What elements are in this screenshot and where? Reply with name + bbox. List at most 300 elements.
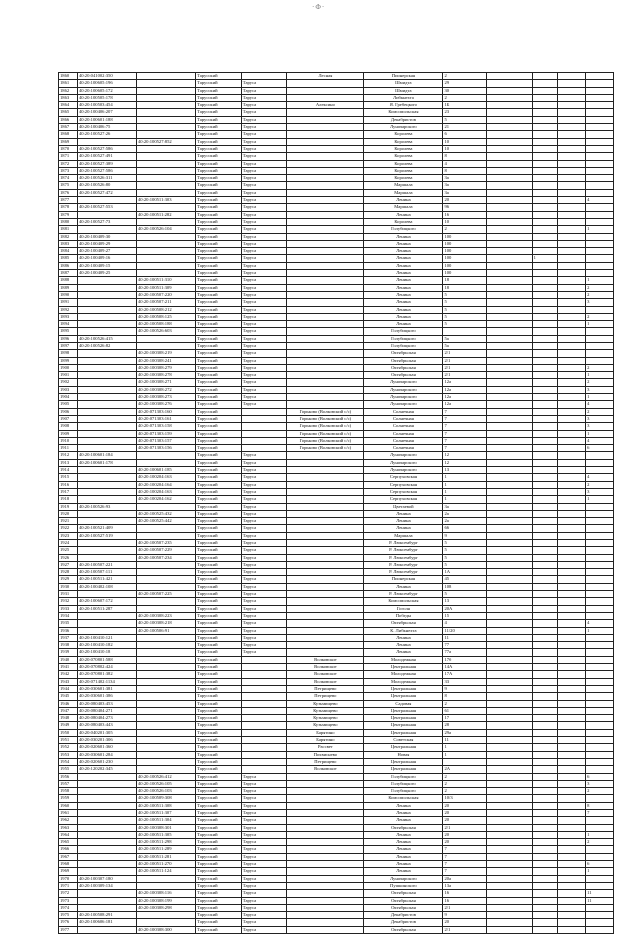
building-cell [486,605,532,612]
street-cell: Королева [364,175,443,182]
house-number-cell: 20 [443,809,486,816]
cadastral-number-cell [77,853,136,860]
row-number-cell: 1887 [59,270,78,277]
street-cell: Молодежная [364,656,443,663]
house-number-cell: 8 [443,167,486,174]
table-row [59,430,614,437]
district-cell: Тарусский [196,525,242,532]
apartment-cell [586,700,614,707]
row-number-cell: 1933 [59,605,78,612]
col-i-cell [532,437,558,444]
district-cell: Тарусский [196,109,242,116]
district-cell: Тарусский [196,649,242,656]
apartment-cell [586,94,614,101]
table-row [59,678,614,685]
table-row [59,445,614,452]
building-cell [486,518,532,525]
district-cell: Тарусский [196,780,242,787]
col-i-cell [532,737,558,744]
district-cell: Тарусский [196,131,242,138]
building-cell [486,700,532,707]
apartment-cell [586,664,614,671]
settlement-cell: Волковское [287,678,364,685]
settlement-cell [287,197,364,204]
premises-cadastral-number-cell [137,664,196,671]
row-number-cell: 1889 [59,284,78,291]
settlement-cell [287,182,364,189]
town-cell: Таруса [241,612,287,619]
settlement-cell: Горьково (Волковский с/с) [287,445,364,452]
street-cell: Октябрьская [364,926,443,933]
apartment-cell [586,846,614,853]
town-cell: Таруса [241,299,287,306]
apartment-cell [586,671,614,678]
settlement-cell: Волковское [287,671,364,678]
town-cell: Таруса [241,350,287,357]
table-row [59,554,614,561]
row-number-cell: 1928 [59,569,78,576]
apartment-cell [586,583,614,590]
table-row [59,583,614,590]
table-row [59,452,614,459]
apartment-cell [586,766,614,773]
apartment-cell: 2 [586,364,614,371]
premises-cadastral-number-cell: 40:20:100511:307 [137,809,196,816]
col-j-cell [558,591,586,598]
building-cell [486,204,532,211]
town-cell: Таруса [241,452,287,459]
district-cell: Тарусский [196,634,242,641]
col-i-cell [532,372,558,379]
district-cell: Тарусский [196,255,242,262]
premises-cadastral-number-cell [137,131,196,138]
street-cell: Ленина [364,642,443,649]
table-row [59,73,614,80]
building-cell [486,313,532,320]
col-j-cell [558,809,586,816]
cadastral-number-cell [77,612,136,619]
settlement-cell [287,868,364,875]
apartment-cell: 1 [586,496,614,503]
table-row [59,109,614,116]
town-cell: Таруса [241,109,287,116]
town-cell: Таруса [241,467,287,474]
table-row [59,518,614,525]
cadastral-number-cell [77,401,136,408]
district-cell: Тарусский [196,226,242,233]
house-number-cell: 17 [443,715,486,722]
town-cell: Таруса [241,182,287,189]
street-cell: Королева [364,218,443,225]
apartment-cell [586,328,614,335]
district-cell: Тарусский [196,240,242,247]
apartment-cell: 3 [586,299,614,306]
apartment-cell [586,795,614,802]
premises-cadastral-number-cell [137,744,196,751]
col-j-cell [558,795,586,802]
premises-cadastral-number-cell [137,707,196,714]
cadastral-number-cell: 40:20:100601:184 [77,452,136,459]
table-row [59,605,614,612]
col-j-cell [558,401,586,408]
house-number-cell: 100 [443,262,486,269]
town-cell: Таруса [241,160,287,167]
building-cell [486,547,532,554]
row-number-cell: 1918 [59,496,78,503]
apartment-cell: 3 [586,415,614,422]
col-i-cell [532,817,558,824]
row-number-cell: 1863 [59,94,78,101]
col-j-cell [558,649,586,656]
col-j-cell [558,109,586,116]
apartment-cell [586,138,614,145]
house-number-cell: 61 [443,707,486,714]
town-cell: Таруса [241,328,287,335]
street-cell: Декабристов [364,919,443,926]
premises-cadastral-number-cell [137,218,196,225]
col-i-cell [532,612,558,619]
building-cell [486,868,532,875]
district-cell: Тарусский [196,372,242,379]
town-cell [241,700,287,707]
street-cell: Ленина [364,817,443,824]
cadastral-number-cell: 40:20:070801:588 [77,656,136,663]
cadastral-number-cell: 40:20:100527:586 [77,145,136,152]
table-row [59,321,614,328]
table-row [59,525,614,532]
col-j-cell [558,452,586,459]
premises-cadastral-number-cell: 40:20:100308:276 [137,401,196,408]
house-number-cell: 7 [443,415,486,422]
settlement-cell [287,394,364,401]
col-j-cell [558,124,586,131]
row-number-cell: 1860 [59,73,78,80]
town-cell: Таруса [241,605,287,612]
col-i-cell [532,554,558,561]
col-j-cell [558,853,586,860]
cadastral-number-cell: 40:20:100307:180 [77,875,136,882]
house-number-cell: 7 [443,408,486,415]
settlement-cell [287,131,364,138]
apartment-cell [586,612,614,619]
district-cell: Тарусский [196,795,242,802]
premises-cadastral-number-cell: 40:20:100507:234 [137,554,196,561]
district-cell: Тарусский [196,882,242,889]
town-cell: Таруса [241,897,287,904]
building-cell [486,612,532,619]
col-j-cell [558,634,586,641]
street-cell: Ленина [364,868,443,875]
table-row [59,780,614,787]
col-i-cell [532,299,558,306]
town-cell: Таруса [241,882,287,889]
building-cell [486,226,532,233]
building-cell [486,861,532,868]
col-i-cell [532,401,558,408]
col-j-cell [558,335,586,342]
col-i-cell [532,80,558,87]
table-row [59,394,614,401]
apartment-cell [586,817,614,824]
row-number-cell: 1954 [59,758,78,765]
street-cell: Ленина [364,510,443,517]
settlement-cell [287,591,364,598]
premises-cadastral-number-cell: 40:20:100308:300 [137,926,196,933]
row-number-cell: 1891 [59,299,78,306]
col-i-cell [532,751,558,758]
town-cell: Таруса [241,459,287,466]
cadastral-number-cell: 40:20:100507:111 [77,569,136,576]
col-i-cell [532,802,558,809]
building-cell [486,780,532,787]
apartment-cell [586,561,614,568]
premises-cadastral-number-cell [137,766,196,773]
col-j-cell [558,547,586,554]
town-cell: Таруса [241,306,287,313]
building-cell [486,904,532,911]
cadastral-number-cell: 40:20:100601:178 [77,459,136,466]
row-number-cell: 1888 [59,277,78,284]
house-number-cell: 9 [443,532,486,539]
town-cell [241,408,287,415]
premises-cadastral-number-cell: 40:20:100526:103 [137,788,196,795]
premises-cadastral-number-cell: 40:20:071303:157 [137,437,196,444]
settlement-cell: Петрищево [287,693,364,700]
district-cell: Тарусский [196,124,242,131]
building-cell [486,116,532,123]
apartment-cell [586,240,614,247]
town-cell: Таруса [241,773,287,780]
settlement-cell [287,218,364,225]
premises-cadastral-number-cell: 40:20:100508:125 [137,313,196,320]
house-number-cell: 1 [443,496,486,503]
row-number-cell: 1951 [59,737,78,744]
cadastral-number-cell [77,313,136,320]
row-number-cell: 1892 [59,306,78,313]
col-j-cell [558,182,586,189]
premises-cadastral-number-cell: 40:20:100308:218 [137,620,196,627]
table-row [59,890,614,897]
building-cell [486,569,532,576]
col-i-cell [532,875,558,882]
apartment-cell [586,904,614,911]
town-cell: Таруса [241,919,287,926]
town-cell: Таруса [241,510,287,517]
town-cell: Таруса [241,248,287,255]
district-cell: Тарусский [196,291,242,298]
district-cell: Тарусский [196,342,242,349]
settlement-cell [287,853,364,860]
apartment-cell [586,167,614,174]
house-number-cell: 2 [443,780,486,787]
col-j-cell [558,350,586,357]
apartment-cell [586,145,614,152]
col-j-cell [558,868,586,875]
apartment-cell [586,182,614,189]
apartment-cell [586,233,614,240]
col-i-cell [532,780,558,787]
house-number-cell: 20а [443,875,486,882]
row-number-cell: 1967 [59,853,78,860]
house-number-cell: 1 [443,744,486,751]
district-cell: Тарусский [196,700,242,707]
cadastral-number-cell [77,868,136,875]
district-cell: Тарусский [196,839,242,846]
house-number-cell: 45 [443,576,486,583]
row-number-cell: 1932 [59,598,78,605]
table-row [59,153,614,160]
premises-cadastral-number-cell: 40:20:100507:225 [137,591,196,598]
apartment-cell [586,634,614,641]
district-cell: Тарусский [196,94,242,101]
cadastral-number-cell: 40:20:041002:350 [77,73,136,80]
district-cell: Тарусский [196,394,242,401]
house-number-cell: 7 [443,861,486,868]
col-i-cell [532,131,558,138]
premises-cadastral-number-cell [137,919,196,926]
cadastral-number-cell: 40:20:100406:75 [77,124,136,131]
street-cell: Ленина [364,299,443,306]
table-row [59,255,614,262]
premises-cadastral-number-cell: 40:20:100526:603 [137,328,196,335]
table-row [59,788,614,795]
col-i-cell [532,525,558,532]
building-cell [486,890,532,897]
house-number-cell: 2/1 [443,926,486,933]
street-cell: Октябрьская [364,620,443,627]
settlement-cell [287,145,364,152]
apartment-cell [586,255,614,262]
premises-cadastral-number-cell [137,737,196,744]
town-cell: Таруса [241,904,287,911]
settlement-cell: Волковское [287,664,364,671]
street-cell: Ленина [364,313,443,320]
col-i-cell [532,394,558,401]
table-row [59,751,614,758]
premises-cadastral-number-cell: 40:20:071303:160 [137,408,196,415]
street-cell: Ленина [364,211,443,218]
scan-mark: ·Ф· [312,3,326,11]
building-cell [486,437,532,444]
col-i-cell [532,846,558,853]
cadastral-number-cell: 40:20:100605:172 [77,87,136,94]
cadastral-number-cell: 40:20:080404:273 [77,715,136,722]
row-number-cell: 1955 [59,766,78,773]
col-j-cell [558,707,586,714]
house-number-cell: 66 [443,525,486,532]
premises-cadastral-number-cell [137,248,196,255]
house-number-cell: 12 [443,459,486,466]
street-cell: Р. Люксембург [364,561,443,568]
building-cell [486,737,532,744]
table-row [59,707,614,714]
town-cell: Таруса [241,270,287,277]
table-row [59,197,614,204]
col-j-cell [558,197,586,204]
row-number-cell: 1950 [59,729,78,736]
town-cell: Таруса [241,496,287,503]
table-row [59,488,614,495]
building-cell [486,882,532,889]
building-cell [486,262,532,269]
premises-cadastral-number-cell [137,700,196,707]
row-number-cell: 1953 [59,751,78,758]
apartment-cell [586,598,614,605]
cadastral-number-cell: 40:20:100409:16 [77,255,136,262]
col-j-cell [558,693,586,700]
col-j-cell [558,488,586,495]
col-i-cell [532,423,558,430]
table-row [59,773,614,780]
settlement-cell [287,138,364,145]
building-cell [486,270,532,277]
premises-cadastral-number-cell: 40:20:100601:185 [137,467,196,474]
col-j-cell [558,364,586,371]
district-cell: Тарусский [196,620,242,627]
town-cell: Таруса [241,488,287,495]
district-cell: Тарусский [196,204,242,211]
col-i-cell [532,408,558,415]
table-row [59,335,614,342]
col-i-cell [532,649,558,656]
district-cell: Тарусский [196,328,242,335]
col-i-cell [532,824,558,831]
col-i-cell [532,138,558,145]
col-j-cell [558,255,586,262]
town-cell: Таруса [241,255,287,262]
house-number-cell: 17б [443,656,486,663]
town-cell: Таруса [241,87,287,94]
cadastral-number-cell: 40:20:100527:519 [77,532,136,539]
cadastral-number-cell: 40:20:100526:415 [77,335,136,342]
col-j-cell [558,394,586,401]
table-row [59,831,614,838]
apartment-cell [586,452,614,459]
row-number-cell: 1930 [59,583,78,590]
settlement-cell [287,153,364,160]
table-row [59,481,614,488]
district-cell: Тарусский [196,510,242,517]
premises-cadastral-number-cell: 40:20:100511:305 [137,831,196,838]
building-cell [486,379,532,386]
street-cell: Р. Люксембург [364,569,443,576]
premises-cadastral-number-cell: 40:20:100511:298 [137,839,196,846]
col-i-cell [532,744,558,751]
col-i-cell [532,664,558,671]
apartment-cell [586,744,614,751]
apartment-cell: 4 [586,197,614,204]
town-cell: Таруса [241,153,287,160]
row-number-cell: 1936 [59,627,78,634]
cadastral-number-cell [77,211,136,218]
cadastral-number-cell [77,554,136,561]
table-row [59,262,614,269]
table-row [59,656,614,663]
building-cell [486,372,532,379]
district-cell: Тарусский [196,175,242,182]
town-cell [241,707,287,714]
house-number-cell: 3а [443,189,486,196]
town-cell: Таруса [241,547,287,554]
col-j-cell [558,685,586,692]
town-cell [241,744,287,751]
building-cell [486,364,532,371]
cadastral-number-cell [77,386,136,393]
premises-cadastral-number-cell [137,715,196,722]
table-row [59,102,614,109]
settlement-cell [287,503,364,510]
col-j-cell [558,525,586,532]
